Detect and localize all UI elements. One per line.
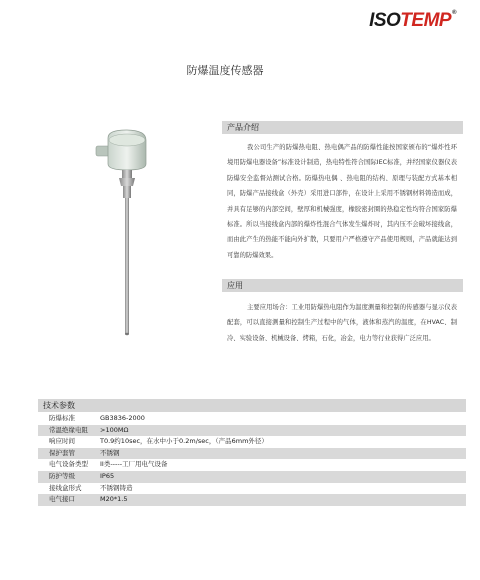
- spec-label: 电气设备类型: [49, 460, 88, 469]
- spec-label: 防护等级: [49, 471, 75, 480]
- spec-row-response-time: [38, 436, 466, 448]
- spec-label: 防爆标准: [49, 414, 75, 422]
- sensor-product-image: [92, 128, 162, 338]
- spec-row-insulation: [38, 425, 466, 437]
- spec-label: 响应时间: [49, 437, 75, 446]
- spec-row-explosion-standard: [38, 413, 466, 425]
- spec-row-sheath: [38, 448, 466, 460]
- spec-row-equipment-type: [38, 459, 466, 471]
- logo-prefix: ISO: [369, 10, 401, 31]
- intro-paragraph: 我公司生产的防爆热电阻、热电偶产品的防爆性能按国家颁布的“爆炸性环境用防爆电器设备”标准设计制造，热电特性符合国际IEC标准，并经国家仪器仪表防爆安全监督站测试合格。防爆热电偶 、热电阻的结构、原理与装配方式基本相同，防爆产品接线盒（外壳）采用进口部件，在设计上采用不锈钢材料铸造而成，并具有足够的内部空间，壁厚和机械强度，橡胶密封圈的热稳定性均符合国家防爆标准。所以当接线盒内部的爆炸性混合气体发生爆炸时，其内压不会破坏接线盒，而由此产生的热能不能向外扩散，只要用户严格遵守产品使用规则，产品就能达到可靠的防爆效果。: [227, 144, 457, 259]
- spec-label: 接线盒形式: [49, 483, 82, 492]
- spec-label: 电气接口: [49, 495, 75, 504]
- spec-row-junction-box: [38, 483, 466, 495]
- spec-value: 不锈钢铸造: [100, 483, 133, 492]
- spec-label: 常温绝缘电阻: [49, 425, 88, 434]
- spec-value: 不锈钢: [100, 448, 120, 457]
- spec-label: 保护套管: [49, 448, 75, 457]
- specs-heading: 技术参数: [38, 399, 466, 412]
- application-paragraph: 主要应用场合：工业用防爆热电阻作为温度测量和控制的传感器与显示仪表配套，可以直接测量和控制生产过程中的气体，液体和蒸汽的温度，在HVAC、制冷、实验设备、机械设备、烤箱，石化，冶金，电力等行业获得广泛应用。: [227, 304, 457, 342]
- isotemp-logo: [369, 10, 456, 32]
- logo-accent: TEMP: [400, 10, 452, 31]
- specs-table: [38, 413, 466, 506]
- registered-mark: ®: [452, 10, 456, 16]
- spec-value: GB3836-2000: [100, 414, 145, 422]
- spec-value: II类-----工厂用电气设备: [100, 460, 168, 469]
- application-heading: 应用: [222, 279, 463, 292]
- document-title: 防爆温度传感器: [186, 64, 264, 77]
- spec-row-electrical-interface: [38, 494, 466, 506]
- spec-value: IP65: [100, 471, 115, 480]
- spec-value: >100MΩ: [100, 425, 129, 434]
- spec-value: T0.9约10sec，在水中小于0.2m/sec，（产品6mm外径）: [100, 437, 268, 446]
- spec-value: M20*1.5: [100, 495, 128, 504]
- spec-row-protection-level: [38, 471, 466, 483]
- intro-heading: 产品介绍: [222, 121, 463, 134]
